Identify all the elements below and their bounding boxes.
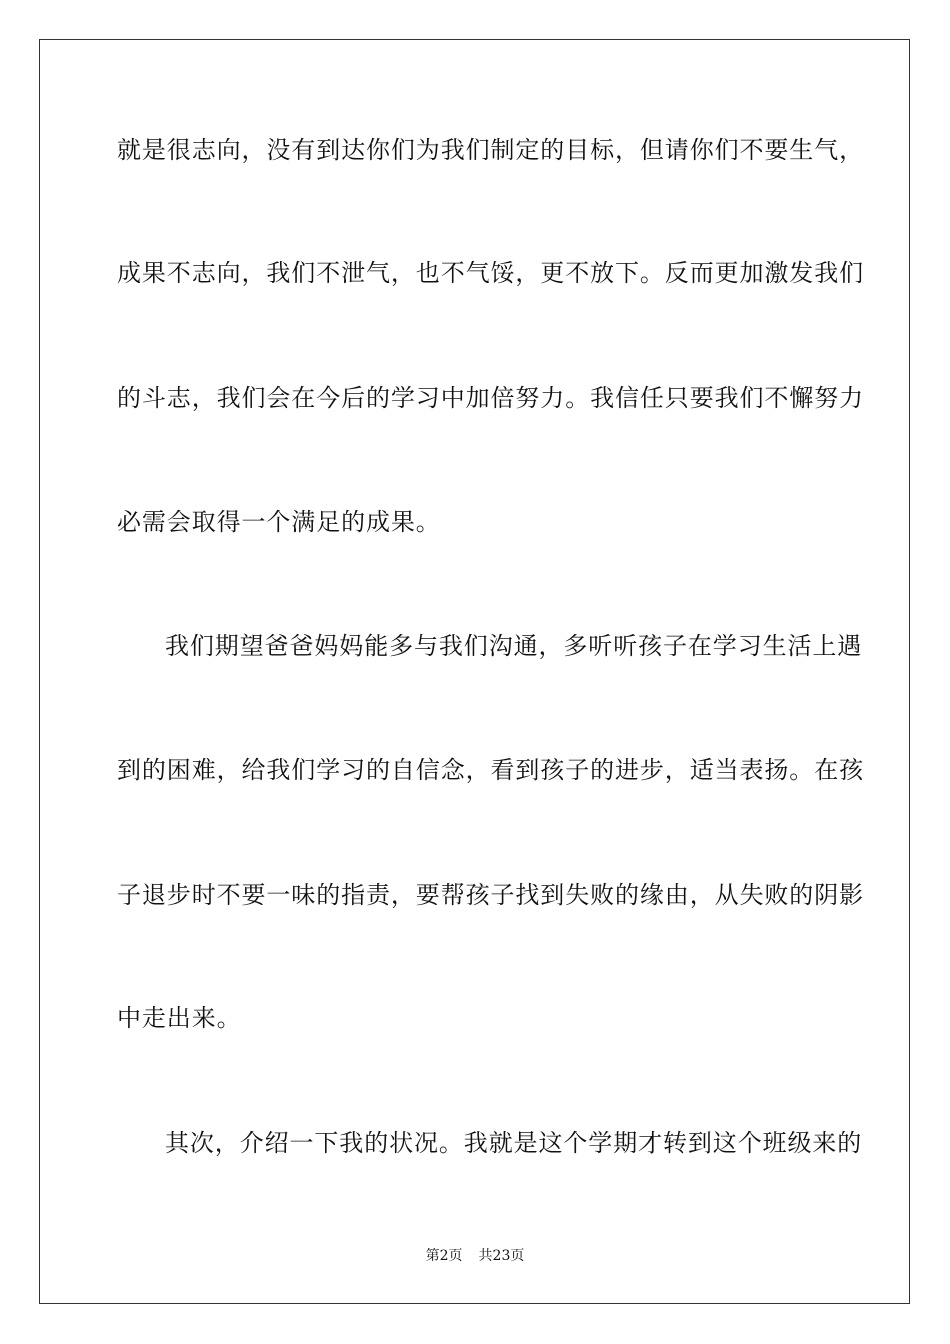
paragraph-1-line-1: 就是很志向，没有到达你们为我们制定的目标，但请你们不要生气， (117, 136, 864, 164)
page-footer (0, 1246, 950, 1266)
total-pages-label: 共23页 (478, 1248, 525, 1264)
page-border (39, 39, 910, 1304)
current-page-label: 第2页 (425, 1248, 463, 1264)
paragraph-1-line-2: 成果不志向，我们不泄气，也不气馁，更不放下。反而更加激发我们 (117, 259, 864, 287)
paragraph-2-line-2: 到的困难，给我们学习的自信念，看到孩子的进步，适当表扬。在孩 (117, 756, 864, 784)
paragraph-1-line-4: 必需会取得一个满足的成果。 (117, 508, 441, 536)
paragraph-2-line-4: 中走出来。 (117, 1004, 242, 1032)
paragraph-3-line-1: 其次，介绍一下我的状况。我就是这个学期才转到这个班级来的 (165, 1129, 863, 1157)
paragraph-2-line-3: 子退步时不要一味的指责，要帮孩子找到失败的缘由，从失败的阴影 (117, 881, 864, 909)
paragraph-1-line-3: 的斗志，我们会在今后的学习中加倍努力。我信任只要我们不懈努力 (117, 384, 864, 412)
paragraph-2-line-1: 我们期望爸爸妈妈能多与我们沟通，多听听孩子在学习生活上遇 (165, 632, 863, 660)
